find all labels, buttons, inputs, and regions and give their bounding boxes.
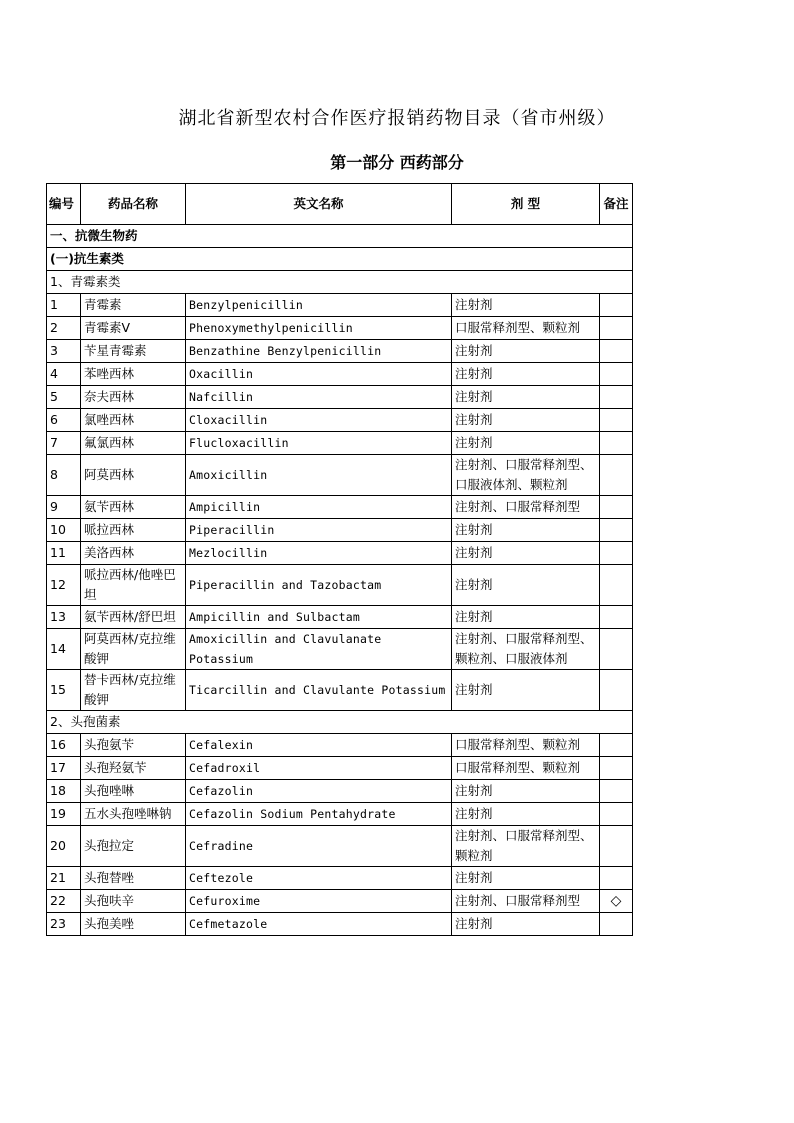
drug-note <box>600 455 633 496</box>
drug-note <box>600 294 633 317</box>
drug-note <box>600 606 633 629</box>
drug-number: 16 <box>47 734 81 757</box>
drug-en-name: Piperacillin and Tazobactam <box>186 565 452 606</box>
drug-en-name <box>186 629 452 670</box>
drug-en-name: Cefuroxime <box>186 890 452 913</box>
group-label: 2、头孢菌素 <box>47 711 633 734</box>
drug-dosage-form: 口服常释剂型、颗粒剂 <box>452 734 600 757</box>
table-row <box>47 826 633 867</box>
drug-en-name: Piperacillin <box>186 519 452 542</box>
group-row <box>47 711 633 734</box>
table-row <box>47 432 633 455</box>
drug-number: 9 <box>47 496 81 519</box>
drug-note <box>600 867 633 890</box>
drug-number: 6 <box>47 409 81 432</box>
table-row <box>47 913 633 936</box>
drug-cn-name: 奈夫西林 <box>81 386 186 409</box>
drug-dosage-form: 注射剂、口服常释剂型 <box>452 890 600 913</box>
table-row <box>47 780 633 803</box>
drug-cn-name: 氟氯西林 <box>81 432 186 455</box>
table-row <box>47 867 633 890</box>
drug-number: 13 <box>47 606 81 629</box>
drug-dosage-form: 注射剂 <box>452 294 600 317</box>
drug-dosage-form: 口服常释剂型、颗粒剂 <box>452 317 600 340</box>
drug-en-name: Amoxicillin <box>186 455 452 496</box>
drug-en-name: Flucloxacillin <box>186 432 452 455</box>
drug-dosage-form: 注射剂 <box>452 670 600 711</box>
header-number: 编号 <box>47 184 81 225</box>
table-row <box>47 629 633 670</box>
drug-number: 4 <box>47 363 81 386</box>
drug-number: 14 <box>47 629 81 670</box>
drug-cn-name: 青霉素V <box>81 317 186 340</box>
drug-en-name: Ceftezole <box>186 867 452 890</box>
drug-note <box>600 826 633 867</box>
table-row <box>47 340 633 363</box>
drug-en-name-line: Potassium <box>189 652 254 666</box>
drug-cn-name: 头孢拉定 <box>81 826 186 867</box>
drug-note <box>600 780 633 803</box>
drug-en-name: Cefalexin <box>186 734 452 757</box>
category-row <box>47 225 633 248</box>
drug-en-name: Ampicillin and Sulbactam <box>186 606 452 629</box>
drug-cn-name: 哌拉西林/他唑巴坦 <box>81 565 186 606</box>
drug-en-name-line: Amoxicillin and Clavulanate <box>189 632 382 646</box>
drug-note <box>600 363 633 386</box>
drug-number: 12 <box>47 565 81 606</box>
drug-note <box>600 317 633 340</box>
drug-note <box>600 496 633 519</box>
drug-number: 18 <box>47 780 81 803</box>
drug-dosage-form: 注射剂 <box>452 519 600 542</box>
drug-number: 11 <box>47 542 81 565</box>
subcategory-row <box>47 248 633 271</box>
drug-dosage-form: 注射剂 <box>452 565 600 606</box>
drug-dosage-form: 注射剂 <box>452 542 600 565</box>
drug-dosage-form: 注射剂、口服常释剂型、颗粒剂、口服液体剂 <box>452 629 600 670</box>
drug-dosage-form: 注射剂 <box>452 340 600 363</box>
drug-note <box>600 409 633 432</box>
table-row <box>47 670 633 711</box>
drug-cn-name: 氯唑西林 <box>81 409 186 432</box>
drug-en-name: Cefazolin Sodium Pentahydrate <box>186 803 452 826</box>
drug-table-body <box>47 184 633 936</box>
drug-note <box>600 432 633 455</box>
drug-en-name: Mezlocillin <box>186 542 452 565</box>
drug-dosage-form: 注射剂、口服常释剂型、口服液体剂、颗粒剂 <box>452 455 600 496</box>
drug-note: ◇ <box>600 890 633 913</box>
table-row <box>47 294 633 317</box>
drug-cn-name: 头孢氨苄 <box>81 734 186 757</box>
group-label: 1、青霉素类 <box>47 271 633 294</box>
drug-en-name: Ticarcillin and Clavulante Potassium <box>186 670 452 711</box>
drug-en-name: Benzathine Benzylpenicillin <box>186 340 452 363</box>
drug-note <box>600 803 633 826</box>
header-cn-name: 药品名称 <box>81 184 186 225</box>
drug-cn-name: 头孢羟氨苄 <box>81 757 186 780</box>
group-row <box>47 271 633 294</box>
drug-number: 5 <box>47 386 81 409</box>
drug-cn-name: 头孢唑啉 <box>81 780 186 803</box>
drug-cn-name: 五水头孢唑啉钠 <box>81 803 186 826</box>
table-row <box>47 803 633 826</box>
drug-note <box>600 542 633 565</box>
drug-note <box>600 670 633 711</box>
drug-note <box>600 519 633 542</box>
drug-dosage-form: 注射剂 <box>452 363 600 386</box>
drug-note <box>600 913 633 936</box>
drug-number: 20 <box>47 826 81 867</box>
drug-note <box>600 340 633 363</box>
table-row <box>47 606 633 629</box>
table-row <box>47 363 633 386</box>
subcategory-label: (一)抗生素类 <box>47 248 633 271</box>
drug-number: 3 <box>47 340 81 363</box>
drug-catalog-table <box>46 183 633 936</box>
drug-en-name: Oxacillin <box>186 363 452 386</box>
drug-dosage-form: 注射剂 <box>452 913 600 936</box>
drug-number: 10 <box>47 519 81 542</box>
drug-note <box>600 565 633 606</box>
table-row <box>47 519 633 542</box>
drug-en-name: Benzylpenicillin <box>186 294 452 317</box>
table-row <box>47 565 633 606</box>
drug-number: 8 <box>47 455 81 496</box>
drug-en-name: Cloxacillin <box>186 409 452 432</box>
drug-cn-name: 替卡西林/克拉维酸钾 <box>81 670 186 711</box>
drug-note <box>600 629 633 670</box>
drug-number: 2 <box>47 317 81 340</box>
drug-cn-name: 青霉素 <box>81 294 186 317</box>
drug-en-name: Nafcillin <box>186 386 452 409</box>
drug-number: 19 <box>47 803 81 826</box>
drug-cn-name: 头孢呋辛 <box>81 890 186 913</box>
part-title: 第一部分 西药部分 <box>330 153 464 172</box>
document-title: 湖北省新型农村合作医疗报销药物目录（省市州级） <box>178 108 616 129</box>
header-en-name: 英文名称 <box>186 184 452 225</box>
table-row <box>47 386 633 409</box>
drug-en-name: Phenoxymethylpenicillin <box>186 317 452 340</box>
table-row <box>47 757 633 780</box>
drug-dosage-form: 注射剂、口服常释剂型、颗粒剂 <box>452 826 600 867</box>
table-row <box>47 409 633 432</box>
drug-dosage-form: 注射剂 <box>452 432 600 455</box>
drug-en-name: Cefadroxil <box>186 757 452 780</box>
drug-dosage-form: 注射剂 <box>452 409 600 432</box>
category-label: 一、抗微生物药 <box>47 225 633 248</box>
drug-note <box>600 386 633 409</box>
drug-cn-name: 氨苄西林 <box>81 496 186 519</box>
drug-cn-name: 美洛西林 <box>81 542 186 565</box>
drug-dosage-form: 注射剂 <box>452 867 600 890</box>
drug-cn-name: 苯唑西林 <box>81 363 186 386</box>
drug-en-name: Ampicillin <box>186 496 452 519</box>
drug-number: 21 <box>47 867 81 890</box>
drug-en-name: Cefmetazole <box>186 913 452 936</box>
drug-cn-name: 苄星青霉素 <box>81 340 186 363</box>
header-dosage-form: 剂 型 <box>452 184 600 225</box>
drug-en-name: Cefradine <box>186 826 452 867</box>
drug-cn-name: 阿莫西林/克拉维酸钾 <box>81 629 186 670</box>
drug-en-name: Cefazolin <box>186 780 452 803</box>
drug-note <box>600 757 633 780</box>
header-note: 备注 <box>600 184 633 225</box>
table-row <box>47 542 633 565</box>
drug-dosage-form: 注射剂 <box>452 606 600 629</box>
drug-dosage-form: 口服常释剂型、颗粒剂 <box>452 757 600 780</box>
drug-cn-name: 哌拉西林 <box>81 519 186 542</box>
drug-dosage-form: 注射剂、口服常释剂型 <box>452 496 600 519</box>
table-row <box>47 890 633 913</box>
table-row <box>47 496 633 519</box>
drug-cn-name: 阿莫西林 <box>81 455 186 496</box>
drug-number: 7 <box>47 432 81 455</box>
drug-number: 15 <box>47 670 81 711</box>
drug-dosage-form: 注射剂 <box>452 803 600 826</box>
table-row <box>47 317 633 340</box>
drug-number: 17 <box>47 757 81 780</box>
drug-cn-name: 头孢替唑 <box>81 867 186 890</box>
drug-number: 23 <box>47 913 81 936</box>
drug-note <box>600 734 633 757</box>
table-row <box>47 455 633 496</box>
drug-dosage-form: 注射剂 <box>452 386 600 409</box>
table-header-row <box>47 184 633 225</box>
drug-cn-name: 氨苄西林/舒巴坦 <box>81 606 186 629</box>
drug-number: 22 <box>47 890 81 913</box>
drug-dosage-form: 注射剂 <box>452 780 600 803</box>
drug-number: 1 <box>47 294 81 317</box>
table-row <box>47 734 633 757</box>
drug-cn-name: 头孢美唑 <box>81 913 186 936</box>
